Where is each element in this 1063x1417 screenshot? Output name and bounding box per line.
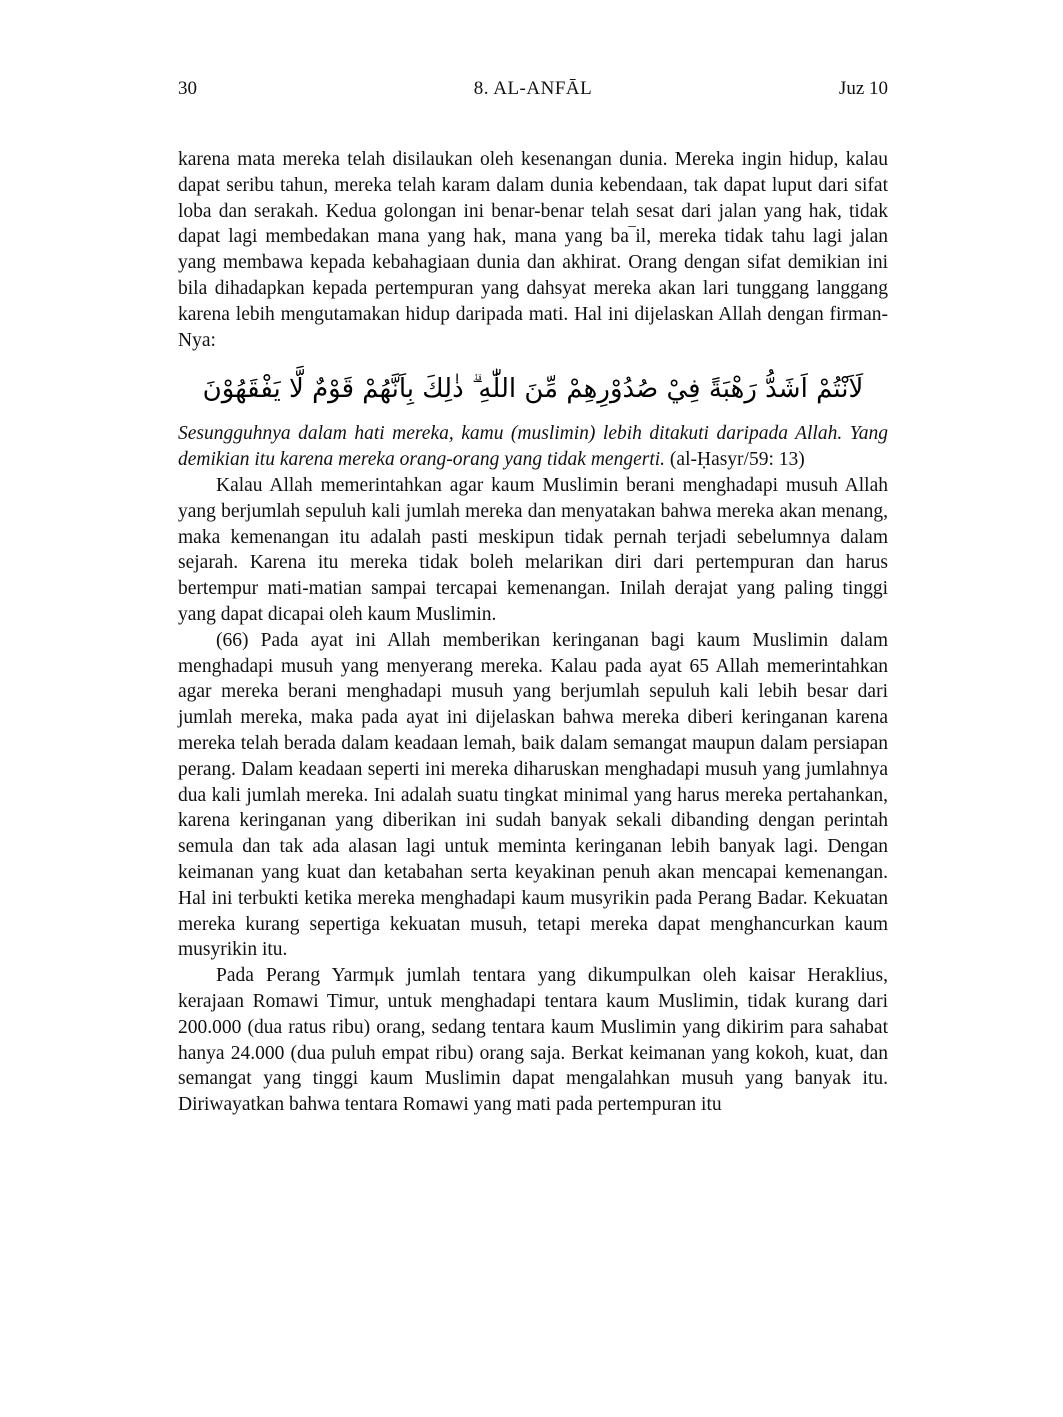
page-header xyxy=(178,78,888,100)
page-number: 30 xyxy=(178,78,197,99)
paragraph-intro: karena mata mereka telah disilaukan oleh kesenangan dunia. Mereka ingin hidup, kalau dapat seribu tahun, mereka telah karam dalam dunia kebendaan, tak dapat luput dari sifat loba dan serakah. Kedua golongan ini benar-benar telah sesat dari jalan yang hak, tidak dapat lagi membedakan mana yang hak, mana yang ba‾il, mereka tidak tahu lagi jalan yang membawa kepada kebahagiaan dunia dan akhirat. Orang dengan sifat demikian ini bila dihadapkan kepada pertempuran yang dahsyat mereka akan lari tunggang langgang karena lebih mengutamakan hidup daripada mati. Hal ini dijelaskan Allah dengan firman-Nya: xyxy=(178,149,888,351)
verse-translation xyxy=(178,421,888,473)
chapter-title: 8. AL-ANFĀL xyxy=(473,78,593,99)
page-body xyxy=(178,147,888,1118)
translation-text: Sesungguhnya dalam hati mereka, kamu (muslimin) lebih ditakuti daripada Allah. Yang demikian itu karena mereka orang-orang yang tidak mengerti. xyxy=(178,423,888,471)
translation-reference: (al-Ḥasyr/59: 13) xyxy=(669,449,805,471)
paragraph-4: Pada Perang Yarmμk jumlah tentara yang dikumpulkan oleh kaisar Heraklius, kerajaan Romawi Timur, untuk menghadapi tentara kaum Muslimin, tidak kurang dari 200.000 (dua ratus ribu) orang, sedang tentara kaum Muslimin yang dikirim para sahabat hanya 24.000 (dua puluh empat ribu) orang saja. Berkat keimanan yang kokoh, kuat, dan semangat yang tinggi kaum Muslimin dapat mengalahkan musuh yang banyak itu. Diriwayatkan bahwa tentara Romawi yang mati pada pertempuran itu xyxy=(178,965,888,1116)
paragraph-2: Kalau Allah memerintahkan agar kaum Muslimin berani menghadapi musuh Allah yang berjumlah sepuluh kali jumlah mereka dan menyatakan bahwa mereka akan menang, maka kemenangan itu adalah pasti meskipun tidak pernah terjadi sebelumnya dalam sejarah. Karena itu mereka tidak boleh melarikan diri dari pertempuran dan harus bertempur mati-matian sampai tercapai kemenangan. Inilah derajat yang paling tinggi yang dapat dicapai oleh kaum Muslimin. xyxy=(178,474,888,625)
paragraph-3: (66) Pada ayat ini Allah memberikan keringanan bagi kaum Muslimin dalam menghadapi musuh yang menyerang mereka. Kalau pada ayat 65 Allah memerintahkan agar mereka berani menghadapi musuh yang berjumlah sepuluh kali lebih besar dari jumlah mereka, maka pada ayat ini dijelaskan bahwa mereka diberi keringanan karena mereka telah berada dalam keadaan lemah, baik dalam semangat maupun dalam persiapan perang. Dalam keadaan seperti ini mereka diharuskan menghadapi musuh yang jumlahnya dua kali jumlah mereka. Ini adalah suatu tingkat minimal yang harus mereka pertahankan, karena keringanan yang diberikan ini sudah banyak sekali dibanding dengan perintah semula dan tak ada alasan lagi untuk meminta keringanan lebih banyak lagi. Dengan keimanan yang kuat dan ketabahan serta keyakinan penuh akan mencapai kemenangan. Hal ini terbukti ketika mereka menghadapi kaum musyrikin pada Perang Badar. Kekuatan mereka kurang sepertiga kekuatan musuh, tetapi mereka dapat menghancurkan kaum musyrikin itu. xyxy=(178,629,888,961)
arabic-verse: لَاَنْتُمْ اَشَدُّ رَهْبَةً فِيْ صُدُوْرِهِمْ مِّنَ اللّٰهِ ۗ ذٰلِكَ بِاَنَّهُمْ قَوْمٌ لَّا يَفْقَهُوْنَ xyxy=(202,374,864,405)
juz-label: Juz 10 xyxy=(838,78,888,99)
